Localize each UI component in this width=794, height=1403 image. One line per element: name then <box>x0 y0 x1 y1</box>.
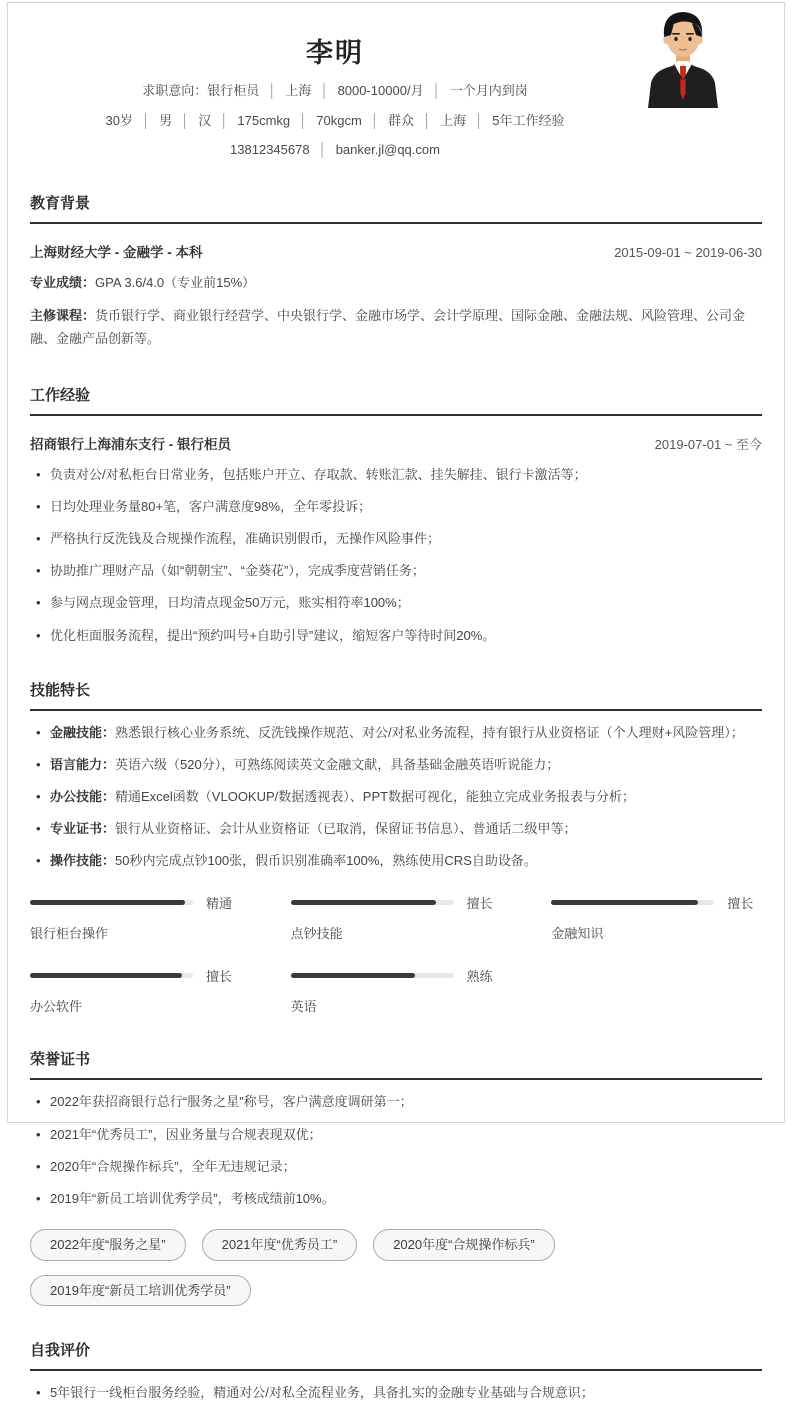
section-honors <box>30 1048 762 1306</box>
skill-label: 语言能力： <box>50 756 116 772</box>
skill-bar-track <box>30 900 193 905</box>
education-dates: 2015-09-01 ~ 2019-06-30 <box>614 244 762 260</box>
skill-bar-english <box>291 966 502 1015</box>
honor-bullet: • 2019年“新员工培训优秀学员”，考核成绩前10%。 <box>30 1189 762 1209</box>
skill-label: 办公技能： <box>50 789 116 805</box>
separator: │ <box>370 112 379 128</box>
skill-bullet <box>30 787 762 807</box>
separator: │ <box>320 83 329 98</box>
section-title-honors: 荣誉证书 <box>30 1048 762 1080</box>
experience-dates: 2019-07-01 ~ 至今 <box>654 436 762 452</box>
experience-bullet: • 协助推广理财产品（如“朝朝宝”、“金葵花”），完成季度营销任务； <box>30 561 762 581</box>
skill-label: 操作技能： <box>50 853 116 869</box>
skills-bullet-list <box>30 723 762 872</box>
skill-text: 精通Excel函数（VLOOKUP/数据透视表）、PPT数据可视化，能独立完成业务报表与分析； <box>115 789 636 805</box>
section-skills <box>30 679 762 1016</box>
separator: │ <box>475 112 484 128</box>
expected-salary: 8000-10000/月 <box>337 83 424 98</box>
section-title-experience: 工作经验 <box>30 384 762 416</box>
availability: 一个月内到岗 <box>449 83 528 98</box>
separator: │ <box>142 112 151 128</box>
skill-bar-bank-counter <box>30 893 241 942</box>
contact-line <box>30 141 640 159</box>
skill-text: 银行从业资格证、会计从业资格证（已取消，保留证书信息）、普通话二级甲等； <box>115 821 577 837</box>
skill-bullet <box>30 819 762 839</box>
separator: │ <box>299 112 308 128</box>
skill-level: 擅长 <box>727 896 754 912</box>
skill-bullet <box>30 851 762 871</box>
profile-photo <box>638 3 728 108</box>
skill-text: 英语六级（520分），可熟练阅读英文金融文献，具备基础金融英语听说能力； <box>115 756 560 772</box>
skill-bar-line <box>291 893 502 912</box>
honor-tag: 2020年度“合规操作标兵” <box>373 1229 555 1261</box>
honors-bullet-list <box>30 1092 762 1209</box>
skill-bar-line <box>291 966 502 985</box>
separator: │ <box>181 112 190 128</box>
skill-bar-finance-knowledge <box>551 893 762 942</box>
skill-bar-line <box>551 893 762 912</box>
political-status: 群众 <box>387 112 414 128</box>
honor-bullet: • 2021年“优秀员工”，因业务量与合规表现双优； <box>30 1125 762 1145</box>
school-degree: 上海财经大学 - 金融学 - 本科 <box>30 244 203 260</box>
education-row-head <box>30 241 762 261</box>
courses-label: 主修课程： <box>30 308 96 324</box>
personal-info-line <box>30 112 640 130</box>
gender: 男 <box>159 112 173 128</box>
job-city: 上海 <box>285 83 312 98</box>
skill-level: 熟练 <box>466 969 493 985</box>
separator: │ <box>220 112 229 128</box>
honor-tag: 2022年度“服务之星” <box>30 1229 186 1261</box>
experience-bullet-list <box>30 465 762 646</box>
phone-number: 13812345678 <box>230 142 310 158</box>
experience-bullet: • 负责对公/对私柜台日常业务，包括账户开立、存取款、转账汇款、挂失解挂、银行卡激活等； <box>30 465 762 485</box>
ethnicity: 汉 <box>198 112 212 128</box>
skill-bar-fill <box>551 900 698 905</box>
weight: 70kgcm <box>316 112 362 128</box>
skill-level: 擅长 <box>206 969 233 985</box>
skill-bars-grid <box>30 893 762 1015</box>
evaluation-bullet-list <box>30 1383 762 1403</box>
skill-bar-cash-counting <box>291 893 502 942</box>
resume-page <box>7 2 785 1401</box>
skill-bar-fill <box>30 900 185 905</box>
skill-level: 擅长 <box>466 896 493 912</box>
skill-bar-fill <box>291 900 436 905</box>
section-title-self-evaluation: 自我评价 <box>30 1339 762 1371</box>
age: 30岁 <box>105 112 133 128</box>
skill-bullet <box>30 723 762 743</box>
skill-name: 点钞技能 <box>290 926 343 942</box>
skill-label: 专业证书： <box>50 821 116 837</box>
courses-value: 货币银行学、商业银行经营学、中央银行学、金融市场学、会计学原理、国际金融、金融法规、风险管理、公司金融、金融产品创新等。 <box>30 308 746 347</box>
honor-bullet: • 2022年获招商银行总行“服务之星”称号，客户满意度调研第一； <box>30 1092 762 1112</box>
experience-bullet: • 严格执行反洗钱及合规操作流程，准确识别假币，无操作风险事件； <box>30 529 762 549</box>
skill-bullet <box>30 755 762 775</box>
section-title-education: 教育背景 <box>30 192 762 224</box>
email-address: banker.jl@qq.com <box>335 142 440 158</box>
honor-bullet: • 2020年“合规操作标兵”，全年无违规记录； <box>30 1157 762 1177</box>
location: 上海 <box>440 112 467 128</box>
gpa-label: 专业成绩： <box>30 274 96 290</box>
resume-header <box>30 3 762 159</box>
separator: │ <box>422 112 432 128</box>
skill-bar-line <box>30 966 241 985</box>
job-intention: 求职意向：银行柜员 <box>142 83 260 98</box>
avatar-illustration <box>638 3 728 108</box>
skill-level: 精通 <box>206 896 233 912</box>
skill-name: 办公软件 <box>30 999 83 1015</box>
gpa-value: GPA 3.6/4.0（专业前15%） <box>95 274 256 290</box>
company-position: 招商银行上海浦东支行 - 银行柜员 <box>30 436 231 452</box>
section-experience <box>30 384 762 646</box>
section-education <box>30 192 762 351</box>
skill-name: 英语 <box>290 999 317 1015</box>
skill-bar-line <box>30 893 241 912</box>
separator: │ <box>318 142 327 158</box>
experience-bullet: • 日均处理业务量80+笔，客户满意度98%，全年零投诉； <box>30 497 762 517</box>
skill-bar-fill <box>291 973 415 978</box>
section-self-evaluation <box>30 1339 762 1403</box>
skill-bar-track <box>291 973 454 978</box>
experience-row-head <box>30 433 762 453</box>
skill-name: 银行柜台操作 <box>30 926 109 942</box>
evaluation-bullet: • 5年银行一线柜台服务经验，精通对公/对私全流程业务，具备扎实的金融专业基础与合规意识； <box>30 1383 762 1403</box>
separator: │ <box>432 83 441 98</box>
courses-line <box>30 305 762 351</box>
candidate-name: 李明 <box>306 38 364 68</box>
skill-name: 金融知识 <box>551 926 604 942</box>
height: 175cmkg <box>237 112 291 128</box>
honor-tag: 2019年度“新员工培训优秀学员” <box>30 1275 251 1307</box>
job-intention-line <box>30 82 640 100</box>
skill-bar-fill <box>30 973 182 978</box>
skill-bar-track <box>551 900 714 905</box>
experience-years: 5年工作经验 <box>492 112 565 128</box>
skill-bar-track <box>30 973 193 978</box>
honor-tag: 2021年度“优秀员工” <box>202 1229 358 1261</box>
skill-bar-office-software <box>30 966 241 1015</box>
honor-tags <box>30 1229 762 1306</box>
experience-bullet: • 参与网点现金管理，日均清点现金50万元，账实相符率100%； <box>30 593 762 613</box>
skill-text: 熟悉银行核心业务系统、反洗钱操作规范、对公/对私业务流程，持有银行从业资格证（个人理财+风险管理）； <box>115 724 744 740</box>
separator: │ <box>268 83 277 98</box>
skill-label: 金融技能： <box>50 724 116 740</box>
section-title-skills: 技能特长 <box>30 679 762 711</box>
header-text-block <box>30 31 640 159</box>
skill-text: 50秒内完成点钞100张，假币识别准确率100%，熟练使用CRS自助设备。 <box>115 853 537 869</box>
skill-bar-track <box>291 900 454 905</box>
gpa-line <box>30 272 762 295</box>
experience-bullet: • 优化柜面服务流程，提出“预约叫号+自助引导”建议，缩短客户等待时间20%。 <box>30 626 762 646</box>
